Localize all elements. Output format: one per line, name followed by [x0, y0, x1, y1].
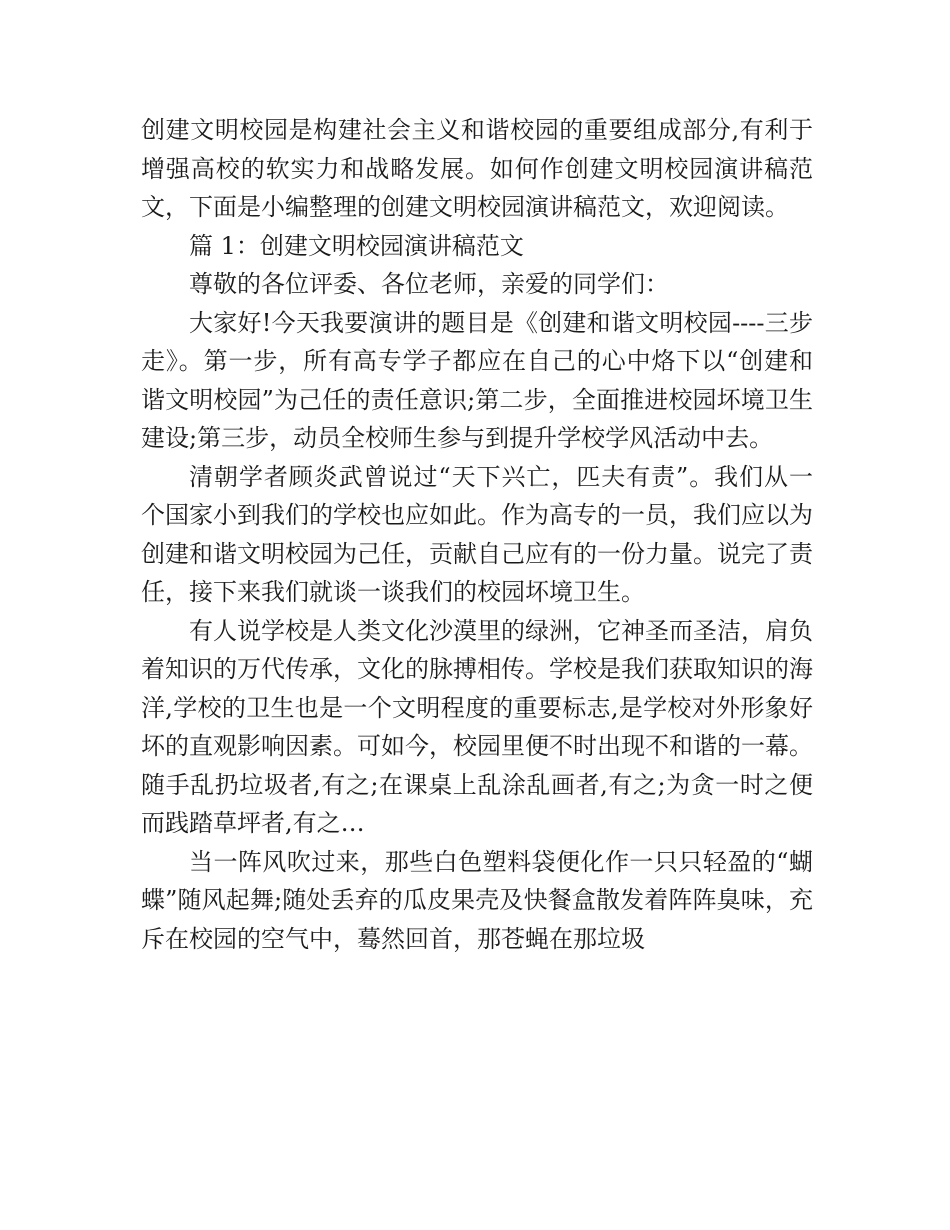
intro-paragraph: 创建文明校园是构建社会主义和谐校园的重要组成部分,有利于增强高校的软实力和战略发展。如何作创建文明校园演讲稿范文，下面是小编整理的创建文明校园演讲稿范文，欢迎阅读。 — [141, 116, 813, 221]
document-page — [141, 111, 813, 958]
body-paragraph: 当一阵风吹过来，那些白色塑料袋便化作一只只轻盈的“蝴蝶”随风起舞;随处丢弃的瓜皮果壳及快餐盒散发着阵阵臭味，充斥在校园的空气中，蓦然回首，那苍蝇在那垃圾 — [141, 847, 813, 953]
body-paragraph: 清朝学者顾炎武曾说过“天下兴亡，匹夫有责”。我们从一个国家小到我们的学校也应如此。作为高专的一员，我们应以为创建和谐文明校园为己任，贡献自己应有的一份力量。说完了责任，接下来我们就谈一谈我们的校园坏境卫生。 — [141, 462, 813, 606]
salutation: 尊敬的各位评委、各位老师，亲爱的同学们： — [189, 270, 669, 298]
body-paragraph: 有人说学校是人类文化沙漠里的绿洲，它神圣而圣洁，肩负着知识的万代传承，文化的脉搏相传。学校是我们获取知识的海洋,学校的卫生也是一个文明程度的重要标志,是学校对外形象好坏的直观影响因素。可如今，校园里便不时出现不和谐的一幕。随手乱扔垃圾者,有之;在课桌上乱涂乱画者,有之;为贪一时之便而践踏草坪者,有之… — [141, 616, 813, 837]
section-heading: 篇 1：创建文明校园演讲稿范文 — [189, 231, 524, 260]
body-paragraph: 大家好!今天我要演讲的题目是《创建和谐文明校园----三步走》。第一步，所有高专学子都应在自己的心中烙下以“创建和谐文明校园”为己任的责任意识;第二步，全面推进校园坏境卫生建设;第三步，动员全校师生参与到提升学校学风活动中去。 — [141, 308, 813, 452]
